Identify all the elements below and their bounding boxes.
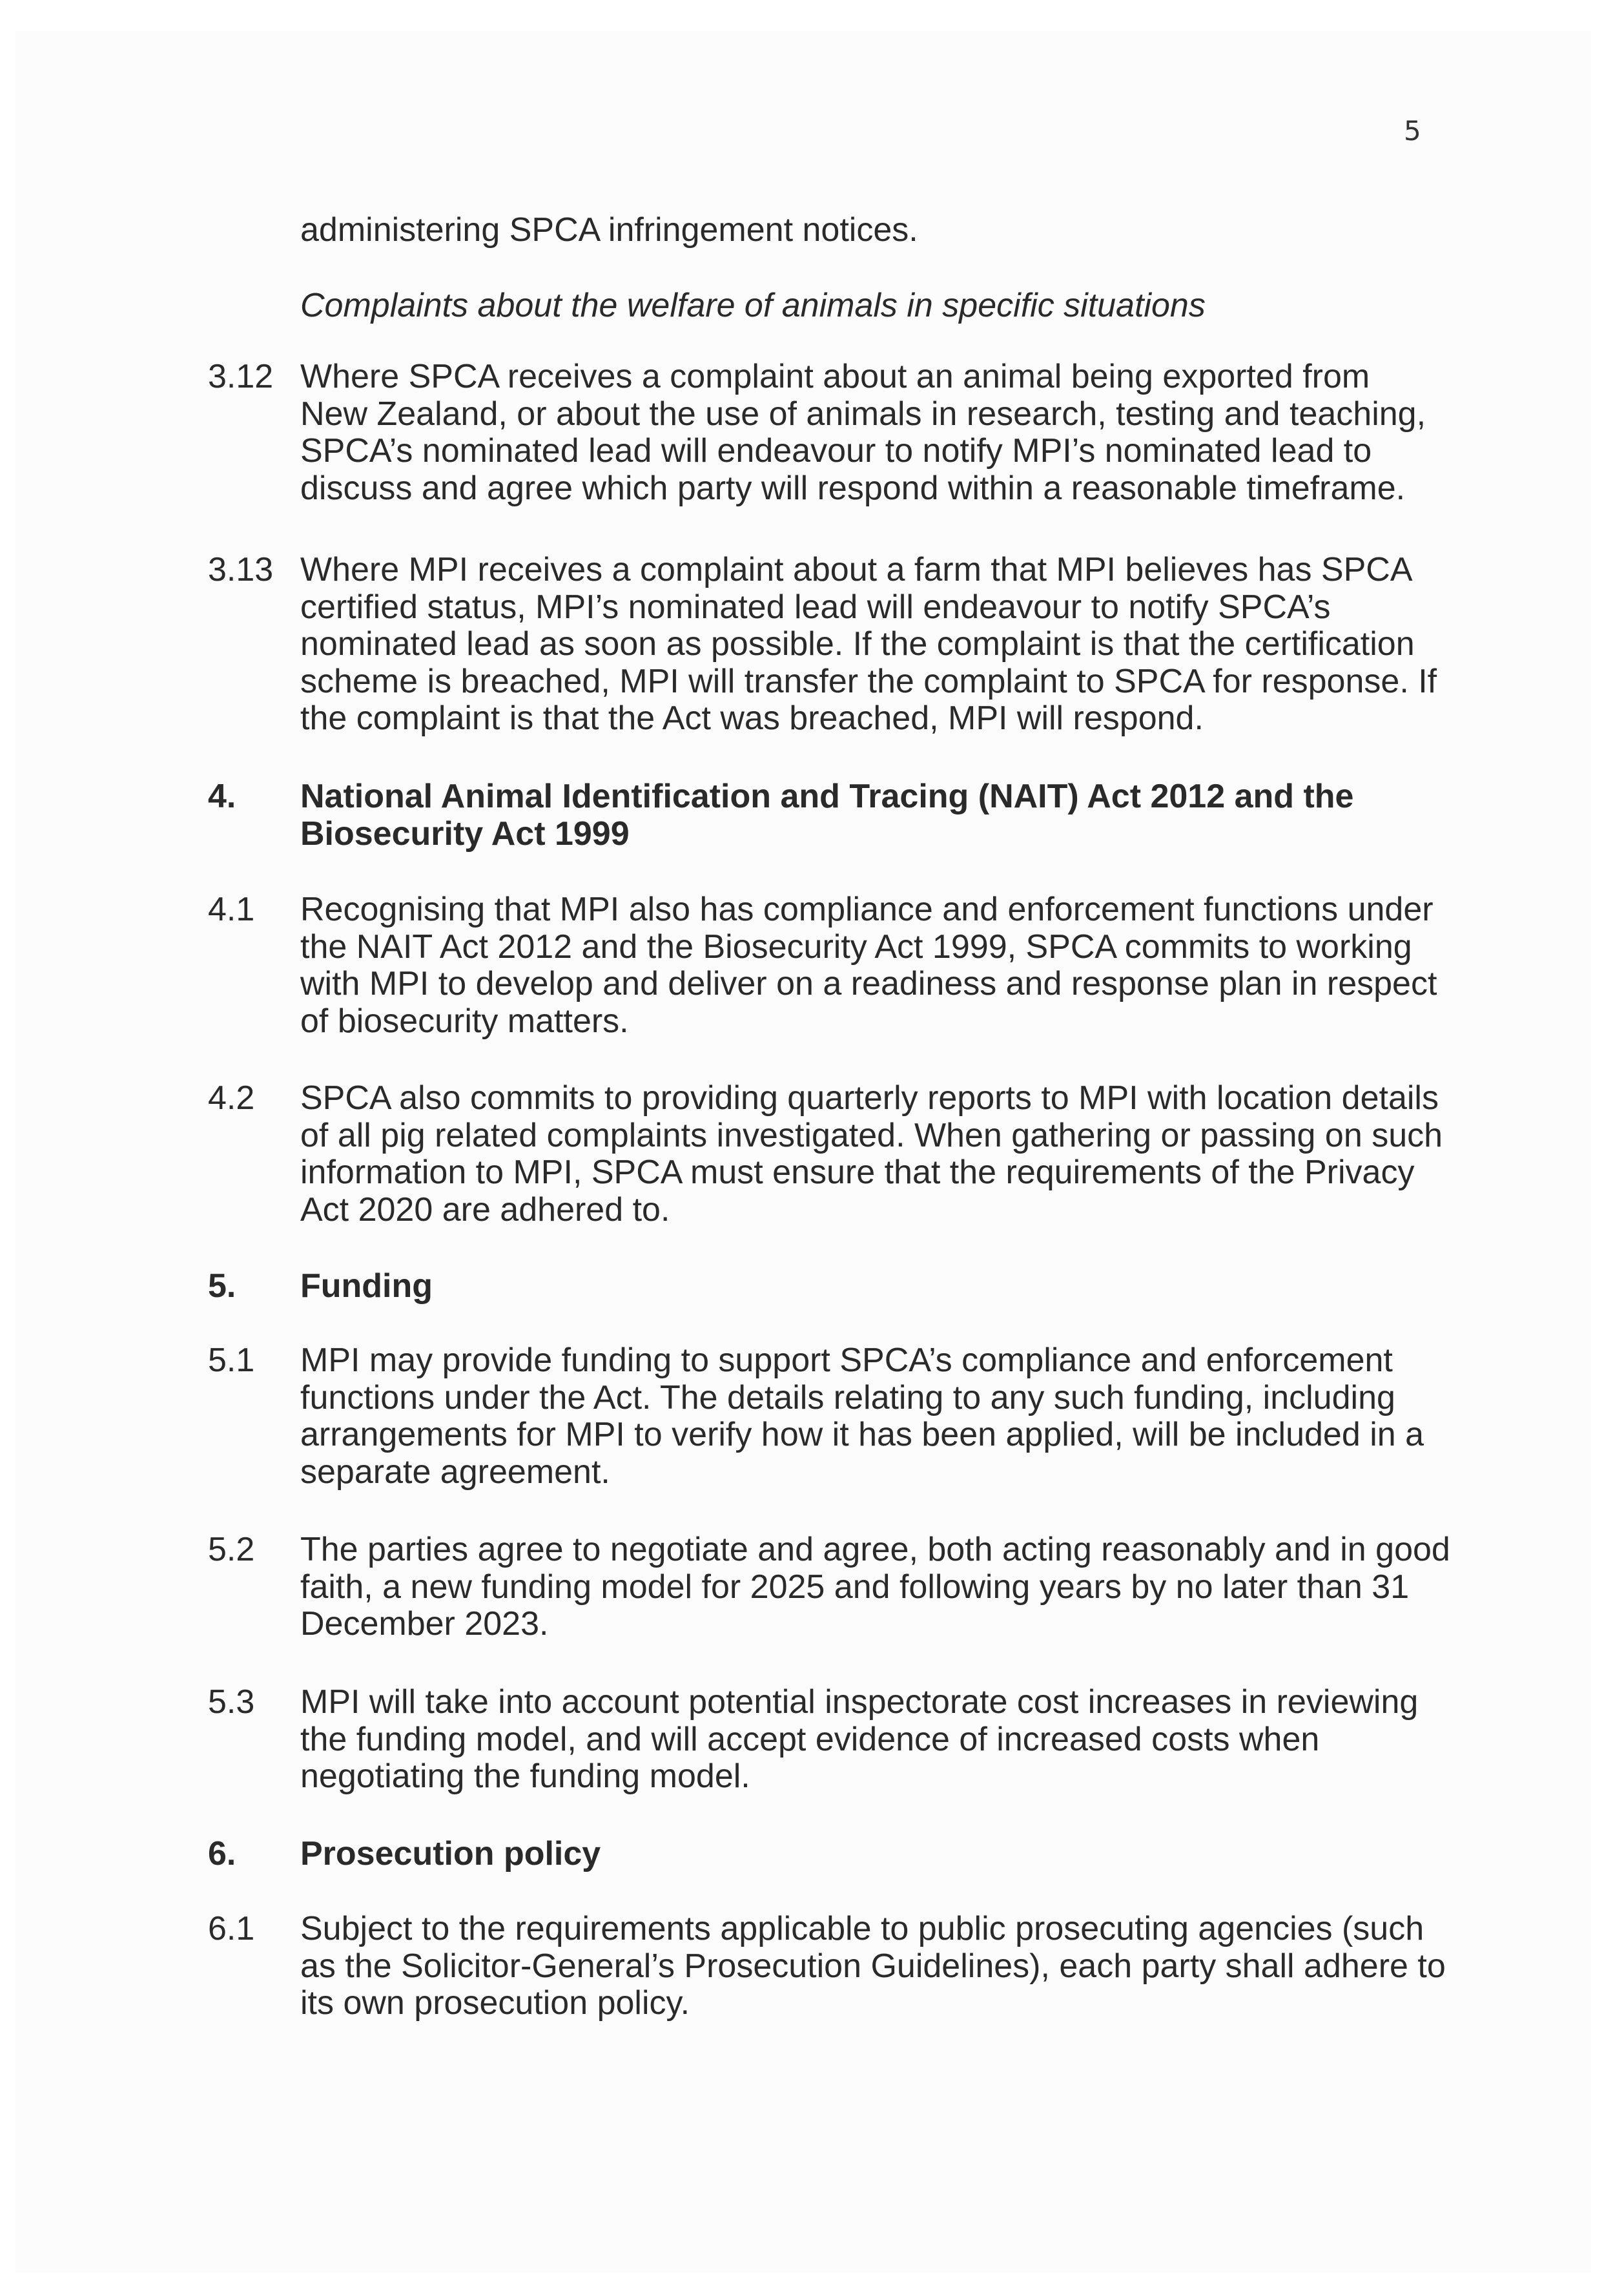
clause-line: SPCA’s nominated lead will endeavour to notify MPI’s nominated lead to (300, 432, 1372, 470)
clause-number: 4.2 (208, 1079, 255, 1117)
clause-line: scheme is breached, MPI will transfer the complaint to SPCA for response. If (300, 662, 1437, 700)
clause-line: of biosecurity matters. (300, 1002, 629, 1040)
page-number: 5 (1404, 115, 1421, 147)
clause-number: 4.1 (208, 891, 255, 928)
clause-number: 6.1 (208, 1910, 255, 1947)
subheading-text: Complaints about the welfare of animals in specific situations (300, 287, 1206, 324)
clause-line: faith, a new funding model for 2025 and following years by no later than 31 (300, 1568, 1410, 1606)
clause-line: the complaint is that the Act was breached, MPI will respond. (300, 700, 1204, 737)
clause-line: information to MPI, SPCA must ensure that the requirements of the Privacy (300, 1154, 1415, 1191)
clause-line: Where SPCA receives a complaint about an animal being exported from (300, 358, 1370, 395)
section-number: 5. (208, 1267, 236, 1305)
clause-line: functions under the Act. The details relating to any such funding, including (300, 1378, 1395, 1416)
clause-line: separate agreement. (300, 1453, 610, 1491)
section-title-line: Biosecurity Act 1999 (300, 814, 630, 853)
clause-line: MPI may provide funding to support SPCA’s compliance and enforcement (300, 1342, 1393, 1379)
clause-line: of all pig related complaints investigated. When gathering or passing on such (300, 1116, 1443, 1154)
section-title-line: National Animal Identification and Tracing (NAIT) Act 2012 and the (300, 778, 1354, 815)
clause-line: Subject to the requirements applicable to public prosecuting agencies (such (300, 1910, 1424, 1947)
clause-number: 5.1 (208, 1342, 255, 1379)
clause-line: December 2023. (300, 1605, 549, 1643)
clause-number: 3.13 (208, 551, 274, 588)
clause-line: negotiating the funding model. (300, 1758, 750, 1795)
section-title-line: Funding (300, 1267, 433, 1305)
clause-line: arrangements for MPI to verify how it has been applied, will be included in a (300, 1416, 1424, 1453)
clause-line: with MPI to develop and deliver on a readiness and response plan in respect (300, 965, 1437, 1002)
clause-line: the funding model, and will accept evidence of increased costs when (300, 1720, 1320, 1758)
continuation-text: administering SPCA infringement notices. (300, 211, 918, 249)
clause-number: 3.12 (208, 358, 274, 395)
clause-line: Where MPI receives a complaint about a farm that MPI believes has SPCA (300, 551, 1413, 588)
clause-line: MPI will take into account potential inspectorate cost increases in reviewing (300, 1683, 1419, 1721)
clause-line: Recognising that MPI also has compliance and enforcement functions under (300, 891, 1434, 928)
section-title-line: Prosecution policy (300, 1835, 601, 1872)
clause-line: SPCA also commits to providing quarterly reports to MPI with location details (300, 1079, 1439, 1117)
clause-number: 5.3 (208, 1683, 255, 1721)
clause-line: New Zealand, or about the use of animals in research, testing and teaching, (300, 395, 1426, 433)
clause-line: discuss and agree which party will respond within a reasonable timeframe. (300, 469, 1406, 507)
clause-line: nominated lead as soon as possible. If the complaint is that the certification (300, 625, 1415, 663)
section-number: 6. (208, 1835, 236, 1872)
clause-line: certified status, MPI’s nominated lead will endeavour to notify SPCA’s (300, 588, 1331, 626)
clause-number: 5.2 (208, 1531, 255, 1568)
clause-line: as the Solicitor-General’s Prosecution Guidelines), each party shall adhere to (300, 1947, 1446, 1985)
clause-line: the NAIT Act 2012 and the Biosecurity Act 1999, SPCA commits to working (300, 928, 1412, 966)
clause-line: The parties agree to negotiate and agree, both acting reasonably and in good (300, 1531, 1450, 1568)
section-number: 4. (208, 778, 236, 815)
clause-line: its own prosecution policy. (300, 1984, 690, 2022)
clause-line: Act 2020 are adhered to. (300, 1190, 670, 1229)
